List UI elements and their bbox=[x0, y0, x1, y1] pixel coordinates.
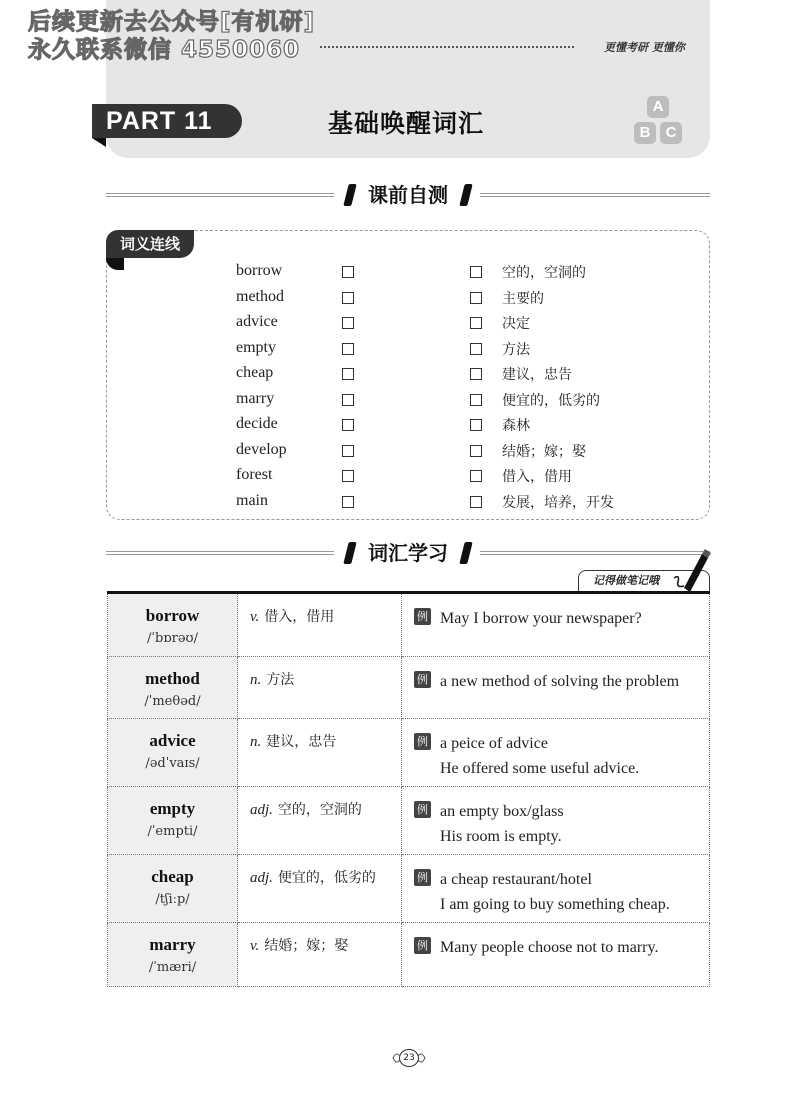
phonetic: /tʃiːp/ bbox=[155, 892, 190, 907]
meaning-checkbox[interactable] bbox=[470, 368, 482, 380]
meaning-cell bbox=[238, 719, 402, 787]
example-sentence: a new method of solving the problem bbox=[440, 673, 680, 690]
word-cell bbox=[108, 787, 238, 855]
word-checkbox[interactable] bbox=[342, 470, 354, 482]
word-checkbox[interactable] bbox=[342, 343, 354, 355]
section-heading-label: 课前自测 bbox=[344, 180, 472, 210]
section-heading-pretest bbox=[106, 180, 710, 210]
phonetic: /ˈmeθəd/ bbox=[144, 694, 201, 709]
abc-blocks-icon bbox=[630, 96, 686, 148]
matching-row bbox=[236, 313, 656, 338]
meaning-cell bbox=[238, 787, 402, 855]
word-checkbox[interactable] bbox=[342, 292, 354, 304]
matching-meaning: 空的，空洞的 bbox=[502, 265, 586, 281]
word-cell bbox=[108, 593, 238, 657]
meaning-checkbox[interactable] bbox=[470, 343, 482, 355]
matching-word: empty bbox=[236, 339, 276, 356]
part-label-fold bbox=[92, 138, 106, 147]
example-badge-icon: 例 bbox=[414, 869, 431, 886]
matching-meaning: 便宜的，低劣的 bbox=[502, 393, 600, 409]
word-checkbox[interactable] bbox=[342, 394, 354, 406]
part-label: PART 11 bbox=[92, 104, 242, 138]
headword: cheap bbox=[151, 867, 194, 886]
phonetic: /ˈempti/ bbox=[147, 824, 198, 839]
example-cell bbox=[402, 787, 710, 855]
headword: method bbox=[145, 669, 200, 688]
part-of-speech: adj. bbox=[250, 802, 273, 818]
matching-row bbox=[236, 339, 656, 364]
section-heading-vocab bbox=[106, 538, 710, 568]
abc-block-a: A bbox=[647, 96, 669, 118]
example-cell bbox=[402, 923, 710, 987]
example-badge-icon: 例 bbox=[414, 671, 431, 688]
matching-word: main bbox=[236, 492, 268, 509]
matching-word: borrow bbox=[236, 262, 283, 279]
meaning-checkbox[interactable] bbox=[470, 266, 482, 278]
matching-meaning: 借入，借用 bbox=[502, 469, 572, 485]
table-row bbox=[108, 855, 710, 923]
matching-row bbox=[236, 364, 656, 389]
word-checkbox[interactable] bbox=[342, 496, 354, 508]
word-cell bbox=[108, 923, 238, 987]
word-checkbox[interactable] bbox=[342, 419, 354, 431]
meaning-checkbox[interactable] bbox=[470, 419, 482, 431]
phonetic: /ədˈvaɪs/ bbox=[145, 756, 200, 771]
meaning-checkbox[interactable] bbox=[470, 317, 482, 329]
matching-row bbox=[236, 390, 656, 415]
example-sentence: a peice of advice bbox=[440, 735, 548, 752]
matching-word: method bbox=[236, 288, 284, 305]
example-sentence: Many people choose not to marry. bbox=[440, 939, 659, 956]
headword: marry bbox=[149, 935, 196, 954]
example-sentence: His room is empty. bbox=[440, 828, 562, 845]
meaning-cell bbox=[238, 855, 402, 923]
matching-meaning: 决定 bbox=[502, 316, 530, 332]
example-cell bbox=[402, 657, 710, 719]
matching-word: decide bbox=[236, 415, 278, 432]
matching-row bbox=[236, 415, 656, 440]
example-badge-icon: 例 bbox=[414, 733, 431, 750]
watermark bbox=[28, 8, 315, 64]
word-cell bbox=[108, 657, 238, 719]
matching-row bbox=[236, 466, 656, 491]
table-row bbox=[108, 923, 710, 987]
meaning-cell bbox=[238, 593, 402, 657]
matching-word: advice bbox=[236, 313, 278, 330]
matching-meaning: 方法 bbox=[502, 342, 530, 358]
example-badge-icon: 例 bbox=[414, 801, 431, 818]
word-cell bbox=[108, 855, 238, 923]
word-checkbox[interactable] bbox=[342, 368, 354, 380]
headword: empty bbox=[149, 799, 196, 818]
definition: 建议，忠告 bbox=[266, 734, 337, 750]
meaning-cell bbox=[238, 923, 402, 987]
watermark-line-1: 后续更新去公众号[有机研] bbox=[28, 9, 316, 35]
page-number-badge bbox=[391, 1046, 427, 1070]
part-of-speech: n. bbox=[250, 734, 262, 750]
abc-block-b: B bbox=[634, 122, 656, 144]
example-sentence: I am going to buy something cheap. bbox=[440, 896, 670, 913]
part-of-speech: adj. bbox=[250, 870, 273, 886]
example-cell bbox=[402, 593, 710, 657]
matching-tab-label: 词义连线 bbox=[106, 230, 194, 258]
matching-row bbox=[236, 288, 656, 313]
page-title: 基础唤醒词汇 bbox=[328, 109, 485, 138]
example-cell bbox=[402, 719, 710, 787]
section-heading-label: 词汇学习 bbox=[344, 538, 472, 568]
matching-meaning: 结婚；嫁；娶 bbox=[502, 444, 586, 460]
matching-meaning: 发展，培养，开发 bbox=[502, 495, 614, 511]
example-sentence: He offered some useful advice. bbox=[440, 760, 640, 777]
phonetic: /ˈbɒrəʊ/ bbox=[147, 631, 198, 646]
table-row bbox=[108, 719, 710, 787]
matching-row bbox=[236, 262, 656, 287]
matching-meaning: 建议，忠告 bbox=[502, 367, 572, 383]
table-row bbox=[108, 593, 710, 657]
page-number: 23 bbox=[399, 1049, 419, 1067]
note-reminder-tab: 记得做笔记哦 bbox=[578, 570, 710, 592]
headword: advice bbox=[149, 731, 196, 750]
meaning-checkbox[interactable] bbox=[470, 470, 482, 482]
phonetic: /ˈmæri/ bbox=[148, 960, 197, 975]
meaning-checkbox[interactable] bbox=[470, 445, 482, 457]
matching-word: forest bbox=[236, 466, 273, 483]
matching-meaning: 主要的 bbox=[502, 291, 544, 307]
table-row bbox=[108, 657, 710, 719]
headword: borrow bbox=[145, 606, 200, 625]
definition: 借入，借用 bbox=[264, 609, 335, 625]
meaning-checkbox[interactable] bbox=[470, 496, 482, 508]
definition: 结婚；嫁；娶 bbox=[264, 938, 349, 954]
part-of-speech: v. bbox=[250, 938, 260, 954]
example-badge-icon: 例 bbox=[414, 937, 431, 954]
definition: 方法 bbox=[266, 672, 295, 688]
example-badge-icon: 例 bbox=[414, 608, 431, 625]
matching-row bbox=[236, 441, 656, 466]
slogan: 更懂考研 更懂你 bbox=[604, 41, 685, 54]
heading-rule-left bbox=[106, 193, 334, 197]
example-sentence: a cheap restaurant/hotel bbox=[440, 871, 592, 888]
meaning-checkbox[interactable] bbox=[470, 292, 482, 304]
matching-word: cheap bbox=[236, 364, 274, 381]
vocabulary-table bbox=[107, 591, 710, 987]
table-row bbox=[108, 787, 710, 855]
meaning-cell bbox=[238, 657, 402, 719]
abc-block-c: C bbox=[660, 122, 682, 144]
heading-rule-left bbox=[106, 551, 334, 555]
pen-icon bbox=[672, 548, 712, 592]
matching-word: develop bbox=[236, 441, 287, 458]
matching-row bbox=[236, 492, 656, 517]
matching-word: marry bbox=[236, 390, 275, 407]
example-sentence: May I borrow your newspaper? bbox=[440, 610, 642, 627]
definition: 便宜的，低劣的 bbox=[277, 870, 376, 886]
word-checkbox[interactable] bbox=[342, 445, 354, 457]
matching-meaning: 森林 bbox=[502, 418, 530, 434]
part-of-speech: v. bbox=[250, 609, 260, 625]
word-cell bbox=[108, 719, 238, 787]
watermark-line-2: 永久联系微信 4550060 bbox=[28, 37, 301, 63]
example-cell bbox=[402, 855, 710, 923]
word-checkbox[interactable] bbox=[342, 317, 354, 329]
heading-rule-right bbox=[480, 193, 710, 197]
example-sentence: an empty box/glass bbox=[440, 803, 564, 820]
meaning-checkbox[interactable] bbox=[470, 394, 482, 406]
header-dotted-rule bbox=[320, 46, 574, 48]
part-of-speech: n. bbox=[250, 672, 262, 688]
definition: 空的，空洞的 bbox=[277, 802, 362, 818]
word-checkbox[interactable] bbox=[342, 266, 354, 278]
